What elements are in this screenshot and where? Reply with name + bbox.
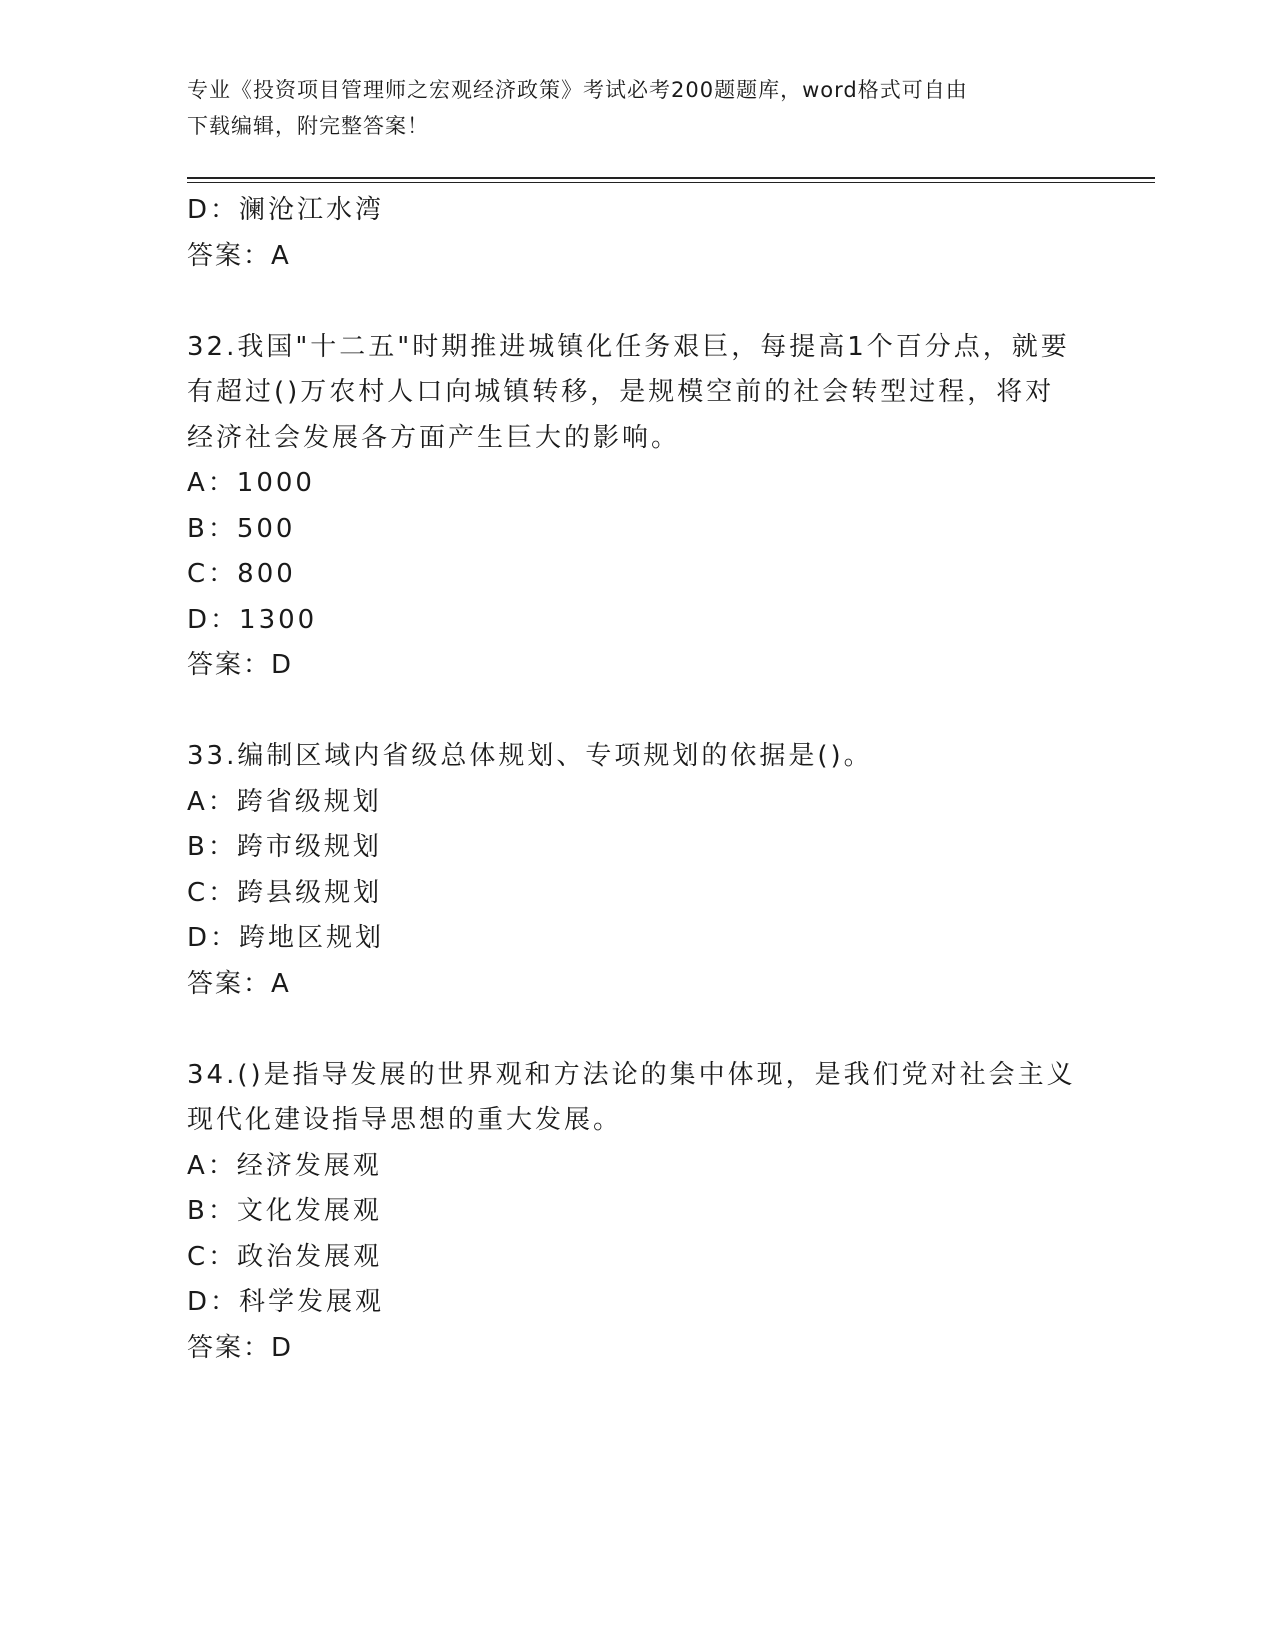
option-b: B：跨市级规划 <box>187 832 382 862</box>
option-b: B：500 <box>187 513 296 544</box>
option-c: C：跨县级规划 <box>187 877 383 908</box>
header-rule-thin <box>187 182 1155 183</box>
option-d: D：跨地区规划 <box>187 923 385 953</box>
question-33 <box>187 734 1087 1007</box>
previous-question-tail <box>187 188 1087 279</box>
stem-line: 32.我国"十二五"时期推进城镇化任务艰巨，每提高1个百分点，就要 <box>187 331 1070 362</box>
question-stem <box>187 734 1087 780</box>
question-34 <box>187 1053 1087 1372</box>
option-c: C：800 <box>187 559 296 589</box>
option-c: C：政治发展观 <box>187 1241 383 1272</box>
spacer <box>187 1007 1087 1053</box>
option-a: A：跨省级规划 <box>187 786 382 817</box>
stem-line: 34.()是指导发展的世界观和方法论的集中体现，是我们党对社会主义 <box>187 1059 1076 1090</box>
header-line-2: 下载编辑，附完整答案！ <box>187 114 429 138</box>
stem-line: 现代化建设指导思想的重大发展。 <box>187 1105 623 1135</box>
header-line-1: 专业《投资项目管理师之宏观经济政策》考试必考200题题库，word格式可自由 <box>187 78 968 102</box>
answer-line: 答案：A <box>187 968 291 999</box>
question-stem <box>187 1053 1087 1144</box>
option-d: D：1300 <box>187 604 318 635</box>
option-a: A：经济发展观 <box>187 1150 382 1181</box>
spacer <box>187 689 1087 735</box>
stem-line: 有超过()万农村人口向城镇转移，是规模空前的社会转型过程，将对 <box>187 377 1055 407</box>
page-header <box>187 72 1087 144</box>
answer-line: 答案：D <box>187 1332 294 1363</box>
option-d: D：澜沧江水湾 <box>187 195 385 225</box>
option-d: D：科学发展观 <box>187 1287 385 1317</box>
spacer <box>187 279 1087 325</box>
stem-line: 经济社会发展各方面产生巨大的影响。 <box>187 422 681 453</box>
option-b: B：文化发展观 <box>187 1196 382 1226</box>
stem-line: 33.编制区域内省级总体规划、专项规划的依据是()。 <box>187 741 873 771</box>
question-32 <box>187 325 1087 689</box>
header-rule-thick <box>187 177 1155 179</box>
answer-line: 答案：D <box>187 650 294 680</box>
answer-line: 答案：A <box>187 240 291 271</box>
document-body <box>187 188 1087 1371</box>
option-a: A：1000 <box>187 468 315 498</box>
question-stem <box>187 325 1087 462</box>
